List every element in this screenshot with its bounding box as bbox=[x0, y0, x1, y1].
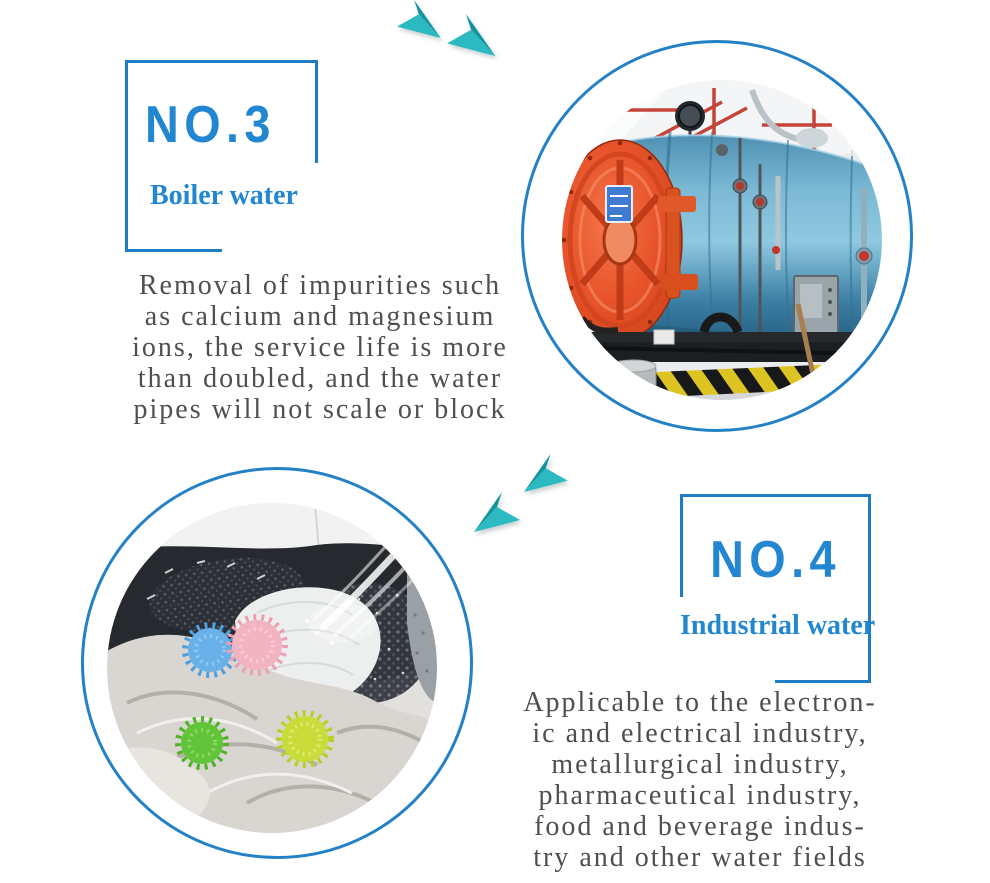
no3-description-line: than doubled, and the water bbox=[137, 363, 503, 394]
no4-heading-frame bbox=[680, 494, 876, 683]
frame-border bbox=[680, 494, 683, 597]
no3-description bbox=[85, 270, 555, 425]
no3-description-line: pipes will not scale or block bbox=[133, 394, 507, 425]
frame-border bbox=[775, 680, 871, 683]
frame-border bbox=[125, 60, 128, 252]
no4-description-line: metallurgical industry, bbox=[551, 749, 849, 780]
no3-description-line: Removal of impurities such bbox=[138, 270, 502, 301]
no4-description-line: food and beverage indus- bbox=[534, 811, 866, 842]
laundry-photo bbox=[107, 503, 437, 833]
no3-description-line: as calcium and magnesium bbox=[144, 301, 496, 332]
no3-number: NO.3 bbox=[145, 96, 276, 154]
double-dart-down-right-icon bbox=[383, 0, 501, 64]
no3-heading-frame bbox=[125, 60, 318, 252]
no4-number: NO.4 bbox=[710, 531, 841, 589]
frame-border bbox=[125, 249, 222, 252]
double-dart-down-left-icon bbox=[460, 452, 590, 544]
no4-description-line: pharmaceutical industry, bbox=[538, 780, 862, 811]
frame-border bbox=[680, 494, 871, 497]
no3-title: Boiler water bbox=[150, 180, 298, 211]
no3-description-line: ions, the service life is more bbox=[132, 332, 508, 363]
no4-description-line: try and other water fields bbox=[533, 842, 867, 873]
frame-border bbox=[125, 60, 318, 63]
no4-description bbox=[455, 687, 945, 873]
frame-border bbox=[868, 494, 871, 683]
frame-border bbox=[315, 60, 318, 163]
no4-title: Industrial water bbox=[680, 610, 876, 641]
no4-description-line: ic and electrical industry, bbox=[532, 718, 868, 749]
no4-description-line: Applicable to the electron- bbox=[523, 687, 877, 718]
boiler-photo bbox=[562, 80, 882, 400]
